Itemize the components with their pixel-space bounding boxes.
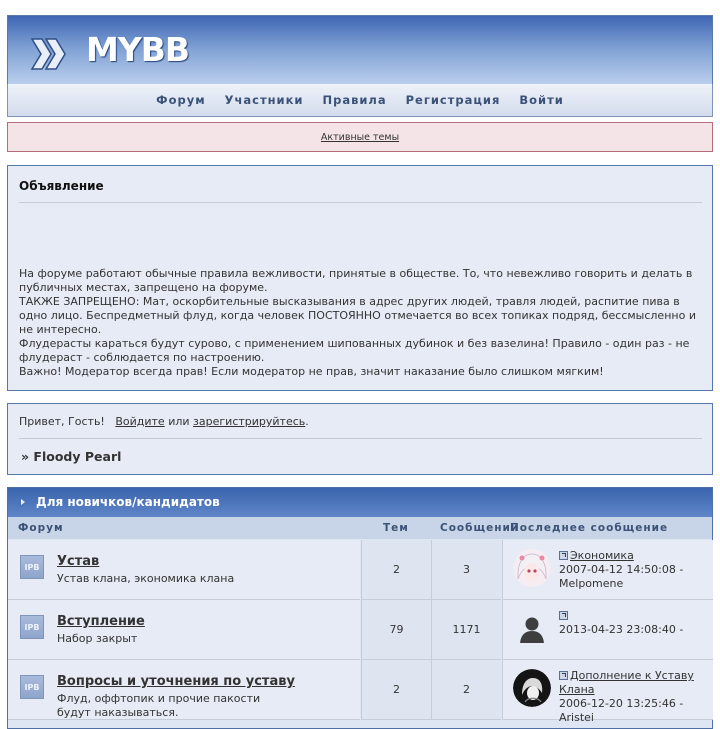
greeting-text: Привет, Гость! [19,415,105,428]
forum-description: Набор закрыт [57,632,138,645]
last-post-info: 2013-04-23 23:08:40 - [559,623,684,636]
last-post-icon[interactable] [559,551,568,560]
topics-count: 79 [361,600,431,660]
posts-count: 3 [431,540,501,600]
avatar[interactable] [513,609,551,647]
nav-login[interactable]: Войти [519,93,564,107]
topics-count: 2 [361,660,431,720]
last-post-info: 2006-12-20 13:25:46 - Aristei [559,697,684,724]
forum-link[interactable]: Устав [57,554,100,569]
forum-status-icon: IPB [20,615,44,639]
forum-link[interactable]: Вопросы и уточнения по уставу [57,674,295,689]
site-logo-text[interactable]: MYBB [86,30,190,69]
register-link[interactable]: зарегистрируйтесь [193,415,306,428]
login-link[interactable]: Войдите [115,415,165,428]
forum-status-icon: IPB [20,555,44,579]
collapse-arrow-icon[interactable] [21,499,25,505]
forum-description: Устав клана, экономика клана [57,572,235,585]
guest-greeting [19,415,309,428]
mybb-logo-chevrons-icon [22,31,82,77]
forum-status-icon: IPB [20,675,44,699]
main-nav [7,84,713,117]
col-forum: Форум [18,522,64,534]
forum-category [7,487,713,729]
announcement-line: На форуме работают обычные правила вежливости, принятые в обществе. То, что невежливо говорить и делать в публичных местах, запрещено на форуме. [19,267,693,294]
active-topics-bar [7,122,713,152]
divider [19,438,702,439]
posts-count: 1171 [431,600,501,660]
last-post-info: 2007-04-12 14:50:08 - Melpomene [559,563,684,590]
forum-description: Флуд, оффтопик и прочие пакости будут наказываться. [57,692,261,719]
announcement-line: ТАКЖЕ ЗАПРЕЩЕНО: Мат, оскорбительные высказывания в адрес других людей, травля людей, распитие пива в одно лицо. Беспредметный флуд, когда человек ПОСТОЯННО отмечается во всех топиках подряд, бессмысленно и не интересно. [19,295,696,336]
active-topics-link[interactable]: Активные темы [320,131,400,143]
breadcrumb[interactable]: » Floody Pearl [21,449,122,464]
or-text: или [168,415,190,428]
category-header[interactable] [8,488,712,517]
col-topics: Тем [383,522,409,534]
topics-count: 2 [361,540,431,600]
last-post-icon[interactable] [559,611,568,620]
category-title: Для новичков/кандидатов [36,495,220,509]
period-text: . [305,415,309,428]
announcement-line: Флудерасты караться будут сурово, с применением шипованных дубинок и без вазелина! Правило - один раз - не флудераст - соблюдается по настроению. [19,337,690,364]
last-post-link[interactable]: Экономика [570,549,634,562]
col-posts: Сообщений [440,522,520,534]
forum-row [8,540,712,599]
announcement-body [19,267,702,379]
nav-rules[interactable]: Правила [322,93,387,107]
column-headers [8,517,712,539]
nav-forum[interactable]: Форум [156,93,206,107]
avatar[interactable] [513,669,551,707]
divider [19,202,702,203]
col-last-post: Последнее сообщение [510,522,669,534]
announcement-title: Объявление [19,179,104,193]
last-post-link[interactable]: Дополнение к Уставу Клана [559,669,694,696]
last-post-icon[interactable] [559,671,568,680]
site-header [7,15,713,86]
welcome-panel [7,403,713,475]
nav-register[interactable]: Регистрация [405,93,501,107]
forum-row [8,600,712,659]
nav-members[interactable]: Участники [224,93,304,107]
forum-row [8,660,712,724]
posts-count: 2 [431,660,501,720]
announcement-panel [7,165,713,391]
forum-link[interactable]: Вступление [57,614,145,629]
announcement-line: Важно! Модератор всегда прав! Если модератор не прав, значит наказание было слишком мягким! [19,365,604,378]
avatar[interactable] [513,549,551,587]
